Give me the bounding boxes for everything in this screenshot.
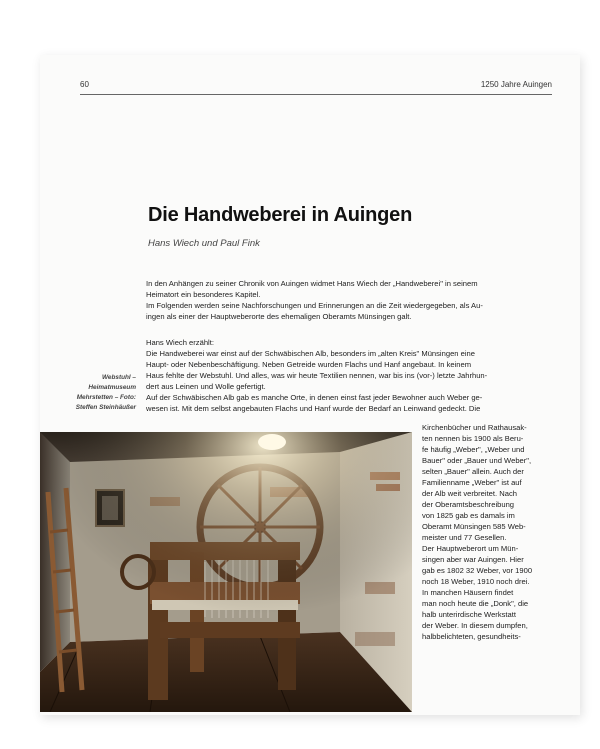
column-line: Familienname „Weber" ist auf (422, 478, 522, 487)
article-title: Die Handweberei in Auingen (148, 204, 413, 226)
column-line: Oberamt Münsingen 585 Web- (422, 522, 526, 531)
main-line: Hans Wiech erzählt: (146, 338, 214, 347)
main-line: Haus fehlte der Webstuhl. Und alles, was wir heute Textilien nennen, war bis ins (vor-) letzte Jahrhun- (146, 371, 488, 380)
column-line: der Alb weit verbreitet. Nach (422, 489, 517, 498)
column-line: der Weber. In diesem dumpfen, (422, 621, 528, 630)
column-line: man noch heute die „Donk", die (422, 599, 529, 608)
column-line: In manchen Häusern findet (422, 588, 514, 597)
running-title: 1250 Jahre Auingen (480, 80, 552, 89)
main-line: Haupt- oder Nebenbeschäftigung. Neben Getreide wurden Flachs und Hanf angebaut. In keinem (146, 360, 472, 369)
column-line: halbbelichteten, gesundheits- (422, 632, 521, 641)
caption-line: Webstuhl – (102, 374, 136, 381)
column-line: halb unterirdische Werkstatt (422, 610, 516, 619)
article-authors: Hans Wiech und Paul Fink (148, 238, 260, 249)
column-line: singen aber war Auingen. Hier (422, 555, 524, 564)
column-line: Der Hauptweberort um Mün- (422, 544, 519, 553)
loom-photo-illustration (40, 432, 412, 712)
column-line: meister und 77 Gesellen. (422, 533, 507, 542)
caption-line: Mehrstetten – Foto: (76, 394, 136, 401)
side-column (422, 422, 552, 642)
column-line: ten nennen bis 1900 als Beru- (422, 434, 524, 443)
page-number: 60 (80, 80, 89, 89)
loom-photo (40, 432, 412, 712)
column-line: noch 18 Weber, 1910 noch drei. (422, 577, 530, 586)
main-line: Die Handweberei war einst auf der Schwäbischen Alb, besonders im „alten Kreis" Münsingen eine (146, 349, 475, 358)
column-line: fe häufig „Weber", „Weber und (422, 445, 525, 454)
main-line: dert aus Leinen und Wolle gefertigt. (146, 382, 266, 391)
column-line: Bauer" oder „Bauer und Weber", (422, 456, 532, 465)
intro-line: Heimatort ein besonderes Kapitel. (146, 290, 261, 299)
intro-paragraph (146, 278, 550, 322)
column-line: Kirchenbücher und Rathausak- (422, 423, 527, 432)
caption-line: Steffen Steinhäußer (75, 404, 136, 411)
header-rule (80, 94, 552, 95)
intro-line: In den Anhängen zu seiner Chronik von Auingen widmet Hans Wiech der „Handweberei" in seinem (146, 279, 478, 288)
column-line: gab es 1802 32 Weber, vor 1900 (422, 566, 533, 575)
main-line: Auf der Schwäbischen Alb gab es manche Orte, in denen einst fast jeder Bewohner auch Weber ge- (146, 393, 483, 402)
column-line: selten „Bauer" allein. Auch der (422, 467, 524, 476)
caption-line: Heimatmuseum (88, 384, 136, 391)
main-line: wesen ist. Mit dem selbst angebauten Flachs und Hanf wurde der Bedarf an Leinwand gedeckt. Die (146, 404, 481, 413)
photo-caption (70, 373, 136, 413)
column-line: der Oberamtsbeschreibung (422, 500, 515, 509)
column-line: von 1825 gab es damals im (422, 511, 515, 520)
intro-line: Im Folgenden werden seine Nachforschungen und Erinnerungen an die Zeit wiedergegeben, als Au- (146, 301, 483, 310)
main-paragraph (146, 337, 550, 414)
intro-line: ingen als einer der Hauptweberorte des ehemaligen Oberamts Münsingen galt. (146, 312, 412, 321)
